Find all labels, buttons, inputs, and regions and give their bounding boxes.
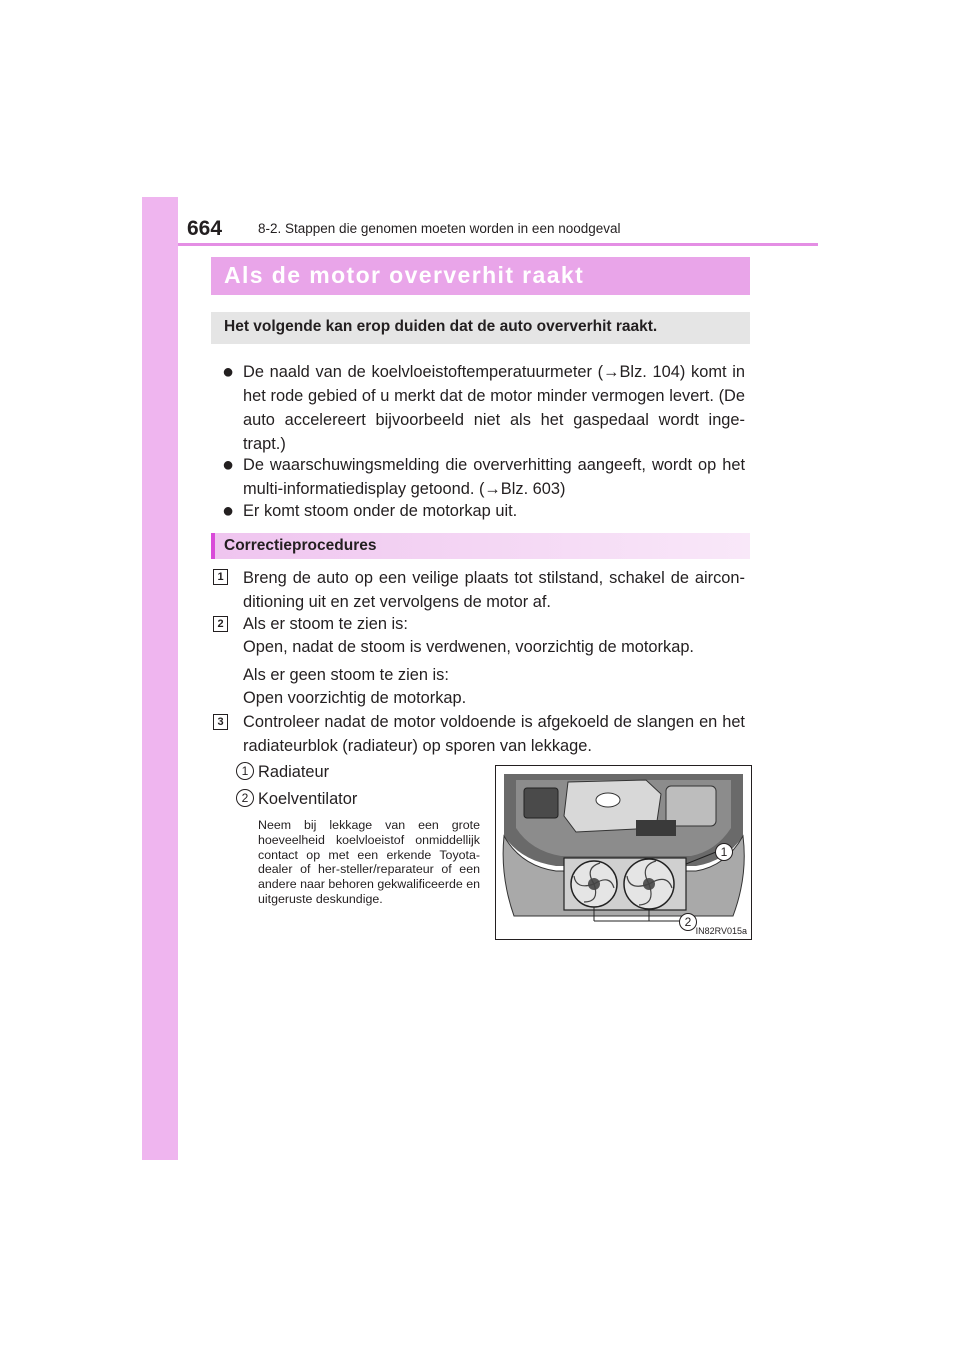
header-rule <box>178 243 818 246</box>
correction-heading-bar <box>211 533 750 559</box>
callout-2: 2 <box>679 913 697 931</box>
legend-label-2: Koelventilator <box>258 790 358 808</box>
step-text-3: Controleer nadat de motor voldoende is afgekoeld de slangen en het radiateurblok (radiateur) op sporen van lekkage. <box>243 713 745 755</box>
bullet-text-3: Er komt stoom onder de motorkap uit. <box>243 502 518 520</box>
step-number-3: 3 <box>213 714 228 730</box>
title-bar <box>211 257 750 295</box>
bullet-icon: ● <box>222 454 235 476</box>
engine-bay-figure <box>495 765 752 940</box>
step-text-2d: Open voorzichtig de motorkap. <box>243 689 467 707</box>
subtitle-bar <box>211 312 750 344</box>
step-text-2: Als er stoom te zien is: <box>243 615 408 633</box>
subtitle: Het volgende kan erop duiden dat de auto oververhit raakt. <box>224 318 658 335</box>
note-text: Neem bij lekkage van een grote hoeveelheid koelvloeistof onmiddellijk contact op met een erkende Toyota-dealer of her-steller/reparateur of een andere naar behoren gekwalificeerde en uitgeruste deskundige. <box>258 818 480 906</box>
callout-1: 1 <box>715 843 733 861</box>
legend-number-2: 2 <box>236 789 254 807</box>
step-number-1: 1 <box>213 569 228 585</box>
bullet-icon: ● <box>222 361 235 383</box>
side-tab-band <box>142 197 178 1160</box>
step-text-2c: Als er geen stoom te zien is: <box>243 666 449 684</box>
legend-number-1: 1 <box>236 762 254 780</box>
legend-label-1: Radiateur <box>258 763 330 781</box>
bullet-icon: ● <box>222 500 235 522</box>
bullet-text-1: De naald van de koelvloeistoftemperatuurmeter (→Blz. 104) komt in het rode gebied of u merkt dat de motor minder vermogen levert. (De auto accelereert bijvoorbeeld niet als het gaspedaal wordt inge-trapt.) <box>243 363 745 453</box>
heading-accent <box>211 533 215 559</box>
section-header: 8-2. Stappen die genomen moeten worden in een noodgeval <box>258 221 621 236</box>
figure-code: IN82RV015a <box>695 926 747 936</box>
step-text-1: Breng de auto op een veilige plaats tot stilstand, schakel de aircon-ditioning uit en zet vervolgens de motor af. <box>243 569 745 611</box>
correction-heading: Correctieprocedures <box>224 537 377 554</box>
step-text-2b: Open, nadat de stoom is verdwenen, voorzichtig de motorkap. <box>243 638 694 656</box>
engine-bay-illustration <box>496 766 751 939</box>
bullet-text-2: De waarschuwingsmelding die oververhitting aangeeft, wordt op het multi-informatiedisplay getoond. (→Blz. 603) <box>243 456 745 498</box>
page-number: 664 <box>187 217 223 240</box>
page-title: Als de motor oververhit raakt <box>224 262 585 288</box>
step-number-2: 2 <box>213 616 228 632</box>
